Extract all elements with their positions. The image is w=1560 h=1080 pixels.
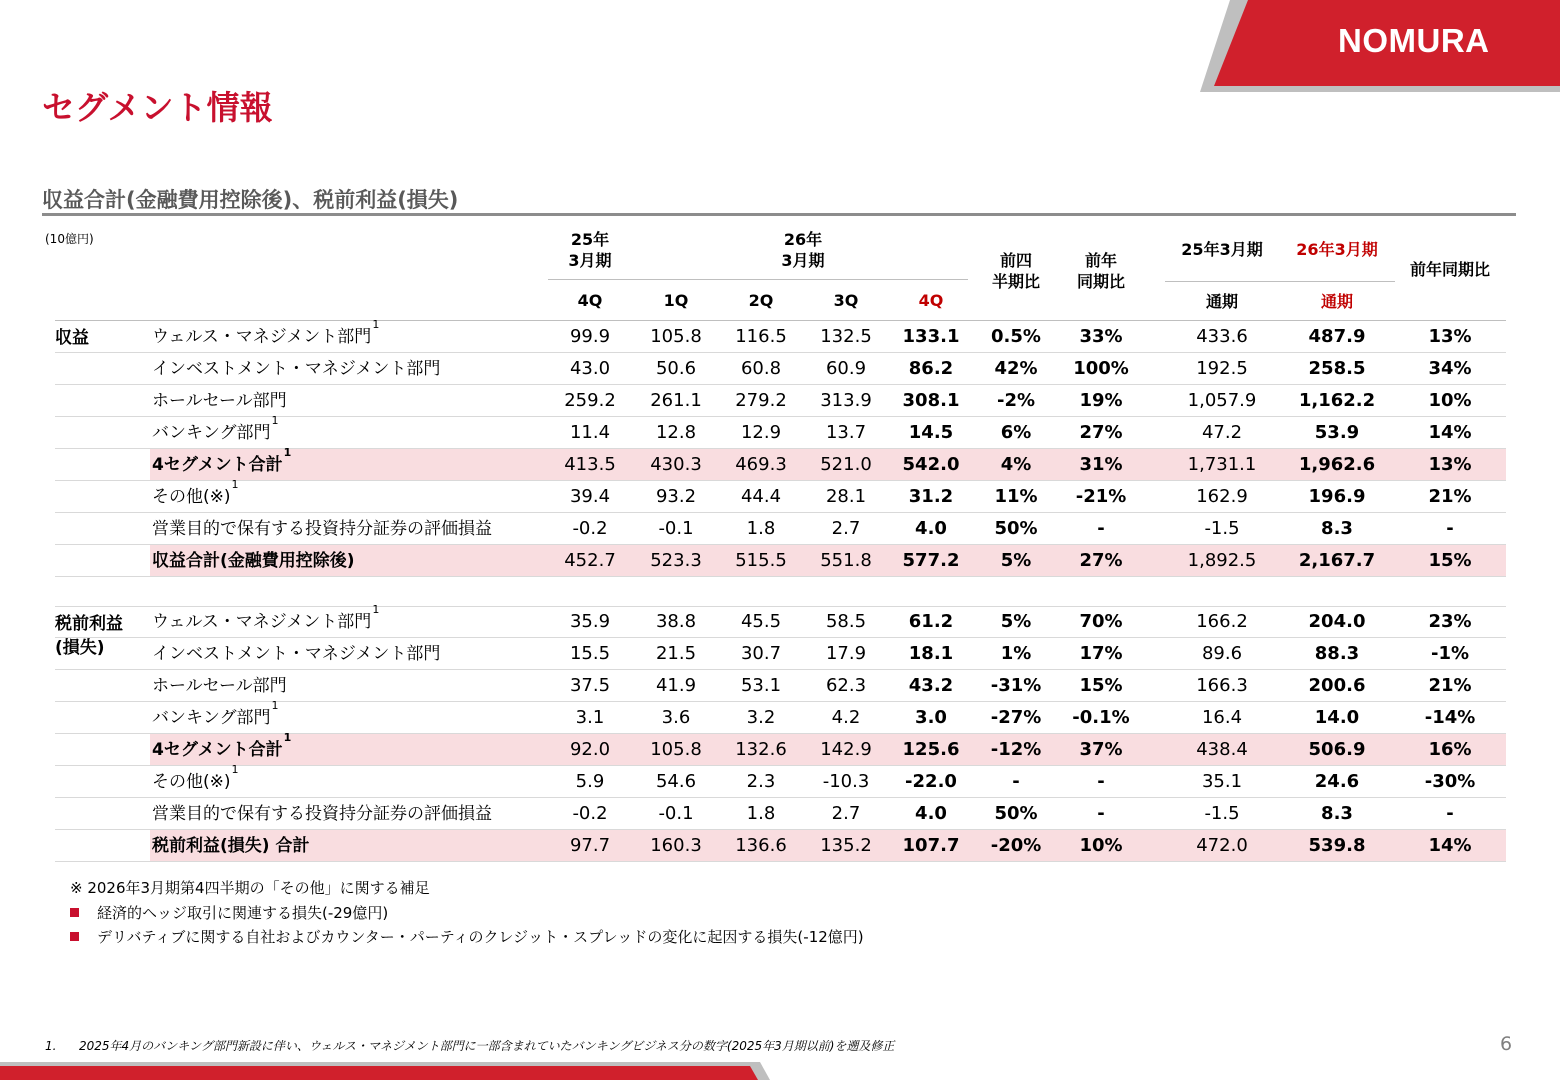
table-cell: 1,892.5 [1187, 550, 1257, 571]
bottom-band [0, 1054, 1560, 1080]
table-cell: 1.8 [746, 803, 776, 824]
table-cell: 70% [1079, 611, 1123, 632]
row-label [152, 670, 287, 702]
table-cell: 50% [994, 803, 1038, 824]
table-cell: 60.9 [825, 358, 867, 379]
table-cell: -0.1 [658, 518, 694, 539]
row-label [152, 798, 492, 830]
table-cell: 0.5% [991, 326, 1041, 347]
header-quarter-3: 3Q [833, 291, 859, 310]
table-cell: 43.0 [569, 358, 611, 379]
table-cell: 53.9 [1314, 422, 1360, 443]
table-cell: 433.6 [1196, 326, 1248, 347]
table-cell: 4.2 [831, 707, 861, 728]
row-label-text: 営業目的で保有する投資持分証券の評価損益 [152, 519, 492, 539]
row-label-text: 4セグメント合計 [152, 740, 283, 760]
row-label [152, 385, 287, 417]
pretax-label-line1: 税前利益 [55, 614, 123, 634]
row-label [152, 603, 380, 638]
table-cell: 10% [1079, 835, 1123, 856]
table-cell: 60.8 [740, 358, 782, 379]
table-cell: 166.2 [1196, 611, 1248, 632]
table-cell: 521.0 [820, 454, 872, 475]
table-cell: 35.9 [569, 611, 611, 632]
table-row [55, 545, 1506, 577]
table-cell: 42% [994, 358, 1038, 379]
table-cell: 133.1 [902, 326, 960, 347]
table-cell: -0.1% [1072, 707, 1130, 728]
footnote [45, 1037, 894, 1054]
table-cell: 31.2 [908, 486, 954, 507]
table-cell: 35.1 [1201, 771, 1243, 792]
header-qoq: 前四 半期比 [991, 251, 1040, 291]
row-label [152, 414, 279, 449]
table-cell: 1,162.2 [1298, 390, 1376, 411]
row-label-text: その他(※) [152, 487, 231, 507]
table-cell: 18.1 [908, 643, 954, 664]
table-cell: 116.5 [735, 326, 787, 347]
table-cell: -1.5 [1204, 803, 1240, 824]
table-cell: 53.1 [740, 675, 782, 696]
table-cell: 37% [1079, 739, 1123, 760]
table-row [55, 798, 1506, 830]
table-cell: 5% [1000, 611, 1032, 632]
table-cell: 132.6 [735, 739, 787, 760]
table-row [55, 638, 1506, 670]
row-label [152, 513, 492, 545]
header-full-year: 通期 [1205, 292, 1238, 311]
table-row [55, 478, 1506, 513]
table-cell: 1% [1000, 643, 1032, 664]
table-cell: 105.8 [650, 739, 702, 760]
table-cell: 438.4 [1196, 739, 1248, 760]
table-row [55, 699, 1506, 734]
footnote-marker: 1 [283, 731, 292, 745]
row-label [152, 638, 440, 670]
table-cell: 21.5 [655, 643, 697, 664]
table-cell: 196.9 [1308, 486, 1366, 507]
table-cell: 16.4 [1201, 707, 1243, 728]
unit-label: (10億円) [45, 232, 94, 246]
table-cell: - [1446, 518, 1454, 539]
table-cell: 6% [1000, 422, 1032, 443]
table-cell: 523.3 [650, 550, 702, 571]
table-cell: 45.5 [740, 611, 782, 632]
table-cell: 61.2 [908, 611, 954, 632]
table-cell: 50% [994, 518, 1038, 539]
header-quarter-4: 4Q [918, 291, 944, 310]
table-cell: 44.4 [740, 486, 782, 507]
table-cell: 86.2 [908, 358, 954, 379]
table-cell: 3.6 [661, 707, 691, 728]
note-bullet-1 [70, 902, 388, 923]
table-cell: -0.2 [572, 803, 608, 824]
table-cell: 125.6 [902, 739, 960, 760]
row-label-text: ホールセール部門 [152, 676, 287, 696]
table-cell: 13% [1428, 326, 1472, 347]
header-rule [1165, 281, 1395, 282]
note-title: ※ 2026年3月期第4四半期の「その他」に関する補足 [70, 879, 430, 897]
table-cell: 2.7 [831, 518, 861, 539]
table-cell: -14% [1424, 707, 1476, 728]
row-label-text: インベストメント・マネジメント部門 [152, 359, 441, 379]
table-cell: 1,962.6 [1298, 454, 1376, 475]
row-label-text: インベストメント・マネジメント部門 [152, 644, 441, 664]
table-cell: 89.6 [1201, 643, 1243, 664]
table-cell: 30.7 [740, 643, 782, 664]
table-cell: 472.0 [1196, 835, 1248, 856]
table-cell: 24.6 [1314, 771, 1360, 792]
header-rule [548, 279, 968, 280]
table-cell: 259.2 [564, 390, 616, 411]
table-cell: 33% [1079, 326, 1123, 347]
table-cell: 4% [1000, 454, 1032, 475]
row-label [152, 318, 380, 353]
header-yoy: 前年 同期比 [1076, 251, 1125, 291]
table-cell: 5% [1000, 550, 1032, 571]
row-label-text: 収益合計(金融費用控除後) [152, 551, 355, 571]
table-cell: 577.2 [902, 550, 960, 571]
table-cell: - [1097, 518, 1105, 539]
table-cell: 19% [1079, 390, 1123, 411]
note-bullet-2 [70, 926, 864, 947]
table-cell: 506.9 [1308, 739, 1366, 760]
table-cell: 136.6 [735, 835, 787, 856]
table-cell: 204.0 [1308, 611, 1366, 632]
row-label-text: その他(※) [152, 772, 231, 792]
table-cell: 28.1 [825, 486, 867, 507]
table-cell: 38.8 [655, 611, 697, 632]
table-cell: 13.7 [825, 422, 867, 443]
table-cell: 14.5 [908, 422, 954, 443]
table-cell: -0.2 [572, 518, 608, 539]
footnote-marker: 1 [271, 414, 279, 428]
table-cell: 107.7 [902, 835, 960, 856]
table-cell: 12.8 [655, 422, 697, 443]
table-subtitle: 収益合計(金融費用控除後)、税前利益(損失) [42, 188, 459, 212]
table-cell: 99.9 [569, 326, 611, 347]
table-cell: -30% [1424, 771, 1476, 792]
table-row [55, 353, 1506, 385]
table-cell: 15% [1079, 675, 1123, 696]
table-cell: 21% [1428, 486, 1472, 507]
table-cell: 430.3 [650, 454, 702, 475]
table-cell: 41.9 [655, 675, 697, 696]
header-quarter-0: 4Q [577, 291, 603, 310]
table-cell: 58.5 [825, 611, 867, 632]
table-cell: 551.8 [820, 550, 872, 571]
table-cell: 192.5 [1196, 358, 1248, 379]
footnote-marker: 1 [271, 699, 279, 713]
table-cell: 313.9 [820, 390, 872, 411]
table-cell: -1% [1430, 643, 1470, 664]
row-label-text: 4セグメント合計 [152, 455, 283, 475]
footnote-marker: 1 [372, 318, 380, 332]
table-row [55, 603, 1506, 638]
table-cell: 39.4 [569, 486, 611, 507]
table-cell: 43.2 [908, 675, 954, 696]
footnote-marker: 1 [283, 446, 292, 460]
row-label [152, 763, 239, 798]
table-cell: 27% [1079, 550, 1123, 571]
header-fy26-period: 26年 3月期 [781, 230, 825, 270]
header-fy26-full: 26年3月期 [1296, 240, 1378, 259]
header-fy-yoy: 前年同期比 [1409, 260, 1490, 279]
subtitle-divider [42, 213, 1516, 216]
table-cell: -27% [990, 707, 1042, 728]
header-fy25-full: 25年3月期 [1181, 240, 1263, 259]
table-cell: 47.2 [1201, 422, 1243, 443]
table-cell: 14% [1428, 422, 1472, 443]
table-cell: -20% [990, 835, 1042, 856]
table-cell: 27% [1079, 422, 1123, 443]
table-cell: 105.8 [650, 326, 702, 347]
table-row [55, 670, 1506, 702]
table-cell: 37.5 [569, 675, 611, 696]
table-cell: 2.3 [746, 771, 776, 792]
table-row [55, 318, 1506, 353]
table-cell: 17% [1079, 643, 1123, 664]
table-cell: -0.1 [658, 803, 694, 824]
table-cell: 13% [1428, 454, 1472, 475]
bullet-square-icon [70, 908, 79, 917]
table-cell: 50.6 [655, 358, 697, 379]
table-cell: 11.4 [569, 422, 611, 443]
table-cell: 23% [1428, 611, 1472, 632]
header-fy25-period: 25年 3月期 [568, 230, 612, 270]
table-cell: 166.3 [1196, 675, 1248, 696]
row-label [152, 731, 292, 766]
table-cell: 3.0 [915, 707, 947, 728]
table-cell: 10% [1428, 390, 1472, 411]
pretax-label-line2: (損失) [55, 638, 105, 658]
table-cell: 132.5 [820, 326, 872, 347]
row-label [152, 446, 292, 481]
table-cell: -10.3 [822, 771, 870, 792]
row-label [152, 699, 279, 734]
table-cell: 487.9 [1308, 326, 1366, 347]
table-cell: - [1097, 803, 1105, 824]
revenue-section-label: 収益 [55, 328, 89, 348]
table-cell: 8.3 [1321, 518, 1353, 539]
table-cell: 16% [1428, 739, 1472, 760]
footnote-text: 2025年4月のバンキング部門新設に伴い、ウェルス・マネジメント部門に一部含まれていたバンキングビジネス分の数字(2025年3月期以前)を遡及修正 [79, 1039, 895, 1053]
table-cell: 100% [1073, 358, 1129, 379]
table-cell: 452.7 [564, 550, 616, 571]
table-cell: -1.5 [1204, 518, 1240, 539]
table-cell: 539.8 [1308, 835, 1366, 856]
table-cell: 2.7 [831, 803, 861, 824]
table-cell: - [1097, 771, 1105, 792]
table-row [55, 446, 1506, 481]
table-cell: 93.2 [655, 486, 697, 507]
footnote-marker: 1 [372, 603, 380, 617]
table-row [55, 763, 1506, 798]
table-cell: 5.9 [575, 771, 605, 792]
table-cell: 31% [1079, 454, 1123, 475]
table-cell: 160.3 [650, 835, 702, 856]
note-bullet-text: デリバティブに関する自社およびカウンター・パーティのクレジット・スプレッドの変化に起因する損失(-12億円) [97, 928, 864, 946]
table-cell: 11% [994, 486, 1038, 507]
table-cell: 3.1 [575, 707, 605, 728]
table-row [55, 830, 1506, 862]
table-cell: 62.3 [825, 675, 867, 696]
header-full-year-current: 通期 [1320, 292, 1353, 311]
table-cell: 1,731.1 [1187, 454, 1257, 475]
table-row [55, 731, 1506, 766]
header-quarter-1: 1Q [663, 291, 689, 310]
table-cell: 1,057.9 [1187, 390, 1257, 411]
table-cell: 92.0 [569, 739, 611, 760]
row-label [152, 545, 355, 577]
table-cell: 14.0 [1314, 707, 1360, 728]
table-cell: 258.5 [1308, 358, 1366, 379]
page-title: セグメント情報 [42, 88, 273, 127]
table-row [55, 414, 1506, 449]
table-cell: 542.0 [902, 454, 960, 475]
row-label-text: 税前利益(損失) 合計 [152, 836, 310, 856]
bullet-square-icon [70, 932, 79, 941]
table-cell: 12.9 [740, 422, 782, 443]
table-cell: - [1012, 771, 1020, 792]
table-cell: 515.5 [735, 550, 787, 571]
table-row [55, 513, 1506, 545]
row-label-text: ウェルス・マネジメント部門 [152, 612, 372, 632]
table-cell: 469.3 [735, 454, 787, 475]
table-cell: - [1446, 803, 1454, 824]
table-cell: -21% [1075, 486, 1127, 507]
table-cell: 3.2 [746, 707, 776, 728]
table-cell: 17.9 [825, 643, 867, 664]
table-cell: 308.1 [902, 390, 960, 411]
table-cell: 97.7 [569, 835, 611, 856]
row-label-text: ホールセール部門 [152, 391, 287, 411]
table-cell: -2% [996, 390, 1036, 411]
row-label [152, 830, 309, 862]
table-cell: 2,167.7 [1298, 550, 1376, 571]
row-label-text: バンキング部門 [152, 423, 271, 443]
row-label-text: 営業目的で保有する投資持分証券の評価損益 [152, 804, 492, 824]
table-cell: -22.0 [905, 771, 957, 792]
footnote-marker: 1 [231, 763, 239, 777]
row-label-text: バンキング部門 [152, 708, 271, 728]
table-cell: 1.8 [746, 518, 776, 539]
table-cell: 142.9 [820, 739, 872, 760]
table-cell: 261.1 [650, 390, 702, 411]
row-label [152, 353, 440, 385]
note-bullet-text: 経済的ヘッジ取引に関連する損失(-29億円) [97, 904, 389, 922]
table-cell: 8.3 [1321, 803, 1353, 824]
row-label [152, 478, 239, 513]
table-cell: 34% [1428, 358, 1472, 379]
table-cell: 162.9 [1196, 486, 1248, 507]
table-cell: 21% [1428, 675, 1472, 696]
table-cell: 135.2 [820, 835, 872, 856]
table-cell: 200.6 [1308, 675, 1366, 696]
nomura-logo: NOMURA [1338, 22, 1490, 59]
table-cell: 15.5 [569, 643, 611, 664]
table-cell: 14% [1428, 835, 1472, 856]
row-label-text: ウェルス・マネジメント部門 [152, 327, 372, 347]
table-cell: -31% [990, 675, 1042, 696]
table-cell: 413.5 [564, 454, 616, 475]
footnote-marker: 1 [231, 478, 239, 492]
table-row [55, 385, 1506, 417]
table-cell: 15% [1428, 550, 1472, 571]
table-cell: 4.0 [915, 518, 947, 539]
table-cell: 88.3 [1314, 643, 1360, 664]
header-quarter-2: 2Q [748, 291, 774, 310]
table-cell: -12% [990, 739, 1042, 760]
table-cell: 279.2 [735, 390, 787, 411]
table-cell: 54.6 [655, 771, 697, 792]
footnote-number: 1. [45, 1039, 57, 1053]
page-number: 6 [1500, 1033, 1513, 1055]
table-cell: 4.0 [915, 803, 947, 824]
